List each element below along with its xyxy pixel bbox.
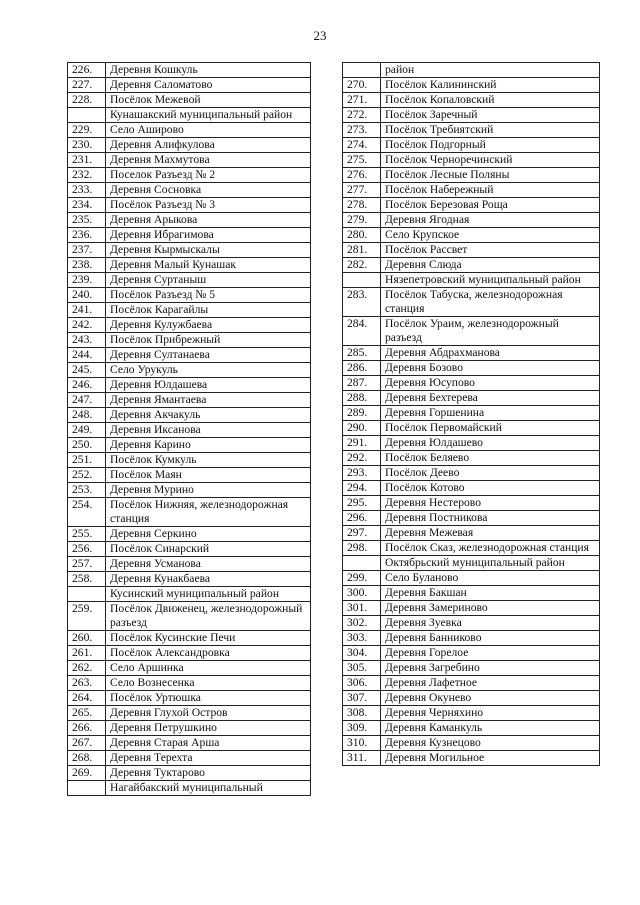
row-number: 299. xyxy=(343,571,381,586)
row-number: 282. xyxy=(343,258,381,273)
table-row xyxy=(343,228,600,243)
row-number: 272. xyxy=(343,108,381,123)
table-row xyxy=(68,228,311,243)
settlement-name: Посёлок Движенец, железнодорожный разъезд xyxy=(106,602,311,631)
row-number: 268. xyxy=(68,751,106,766)
settlement-name: Деревня Слюда xyxy=(381,258,600,273)
table-row xyxy=(68,721,311,736)
settlement-name: Посёлок Копаловский xyxy=(381,93,600,108)
settlement-name: Деревня Махмутова xyxy=(106,153,311,168)
table-row xyxy=(68,572,311,587)
settlement-name: Посёлок Требиятский xyxy=(381,123,600,138)
table-row xyxy=(68,78,311,93)
table-row xyxy=(343,243,600,258)
table-row xyxy=(68,587,311,602)
row-number: 288. xyxy=(343,391,381,406)
row-number: 279. xyxy=(343,213,381,228)
settlement-name: Деревня Серкино xyxy=(106,527,311,542)
table-row xyxy=(343,406,600,421)
table-row xyxy=(68,423,311,438)
settlement-name: Деревня Карино xyxy=(106,438,311,453)
table-row xyxy=(68,93,311,108)
table-row xyxy=(68,168,311,183)
table-body-right xyxy=(343,63,600,766)
settlement-name: Деревня Акчакуль xyxy=(106,408,311,423)
row-number: 238. xyxy=(68,258,106,273)
settlement-name: Посёлок Заречный xyxy=(381,108,600,123)
row-number: 305. xyxy=(343,661,381,676)
row-number: 271. xyxy=(343,93,381,108)
settlement-name: Деревня Мурино xyxy=(106,483,311,498)
settlement-name: Деревня Кошкуль xyxy=(106,63,311,78)
row-number: 293. xyxy=(343,466,381,481)
table-row xyxy=(343,691,600,706)
row-number: 232. xyxy=(68,168,106,183)
table-row xyxy=(343,258,600,273)
table-body-left xyxy=(68,63,311,796)
table-row xyxy=(343,601,600,616)
row-number: 273. xyxy=(343,123,381,138)
settlement-name: Деревня Межевая xyxy=(381,526,600,541)
table-row xyxy=(343,541,600,556)
table-row xyxy=(68,751,311,766)
table-row xyxy=(68,483,311,498)
table-row xyxy=(343,556,600,571)
table-row xyxy=(343,631,600,646)
table-row xyxy=(68,438,311,453)
settlement-name: Посёлок Калининский xyxy=(381,78,600,93)
settlement-name: Село Буланово xyxy=(381,571,600,586)
settlement-name: Посёлок Подгорный xyxy=(381,138,600,153)
settlement-name: Деревня Ибрагимова xyxy=(106,228,311,243)
table-row xyxy=(343,391,600,406)
settlement-name: Деревня Глухой Остров xyxy=(106,706,311,721)
settlement-name: Деревня Ягодная xyxy=(381,213,600,228)
row-number: 306. xyxy=(343,676,381,691)
table-row xyxy=(343,511,600,526)
settlement-name: Деревня Терехта xyxy=(106,751,311,766)
row-number: 259. xyxy=(68,602,106,631)
table-row xyxy=(68,408,311,423)
table-row xyxy=(68,676,311,691)
table-row xyxy=(343,288,600,317)
row-number xyxy=(343,63,381,78)
table-row xyxy=(343,317,600,346)
row-number: 311. xyxy=(343,751,381,766)
table-row xyxy=(343,168,600,183)
row-number xyxy=(68,781,106,796)
table-row xyxy=(68,393,311,408)
settlement-name: Деревня Замериново xyxy=(381,601,600,616)
row-number: 307. xyxy=(343,691,381,706)
settlement-name: Деревня Бозово xyxy=(381,361,600,376)
row-number: 230. xyxy=(68,138,106,153)
table-row xyxy=(68,213,311,228)
settlement-name: Деревня Кузнецово xyxy=(381,736,600,751)
table-row xyxy=(68,468,311,483)
settlement-name: Посёлок Лесные Поляны xyxy=(381,168,600,183)
row-number: 258. xyxy=(68,572,106,587)
row-number: 250. xyxy=(68,438,106,453)
table-row xyxy=(343,346,600,361)
row-number: 303. xyxy=(343,631,381,646)
row-number: 252. xyxy=(68,468,106,483)
row-number: 270. xyxy=(343,78,381,93)
row-number: 281. xyxy=(343,243,381,258)
row-number: 275. xyxy=(343,153,381,168)
table-row xyxy=(343,616,600,631)
row-number: 287. xyxy=(343,376,381,391)
table-row xyxy=(68,378,311,393)
table-row xyxy=(68,348,311,363)
row-number: 310. xyxy=(343,736,381,751)
settlement-name: Посёлок Табуска, железнодорожная станция xyxy=(381,288,600,317)
district-heading: Кунашакский муниципальный район xyxy=(106,108,311,123)
settlement-name: Деревня Лафетное xyxy=(381,676,600,691)
table-row xyxy=(343,153,600,168)
settlement-name: Посёлок Кусинские Печи xyxy=(106,631,311,646)
settlement-name: Деревня Старая Арша xyxy=(106,736,311,751)
settlement-name: Село Урукуль xyxy=(106,363,311,378)
row-number: 296. xyxy=(343,511,381,526)
settlements-table-right xyxy=(342,62,600,766)
row-number: 251. xyxy=(68,453,106,468)
row-number xyxy=(68,108,106,123)
table-row xyxy=(343,751,600,766)
settlement-name: Деревня Нестерово xyxy=(381,496,600,511)
settlement-name: Село Крупское xyxy=(381,228,600,243)
row-number: 283. xyxy=(343,288,381,317)
row-number: 231. xyxy=(68,153,106,168)
table-row xyxy=(343,63,600,78)
row-number: 226. xyxy=(68,63,106,78)
settlement-name: Деревня Кырмыскалы xyxy=(106,243,311,258)
row-number: 285. xyxy=(343,346,381,361)
row-number: 289. xyxy=(343,406,381,421)
row-number: 241. xyxy=(68,303,106,318)
row-number: 240. xyxy=(68,288,106,303)
row-number: 300. xyxy=(343,586,381,601)
table-row xyxy=(68,631,311,646)
row-number: 278. xyxy=(343,198,381,213)
row-number: 256. xyxy=(68,542,106,557)
table-row xyxy=(68,453,311,468)
row-number xyxy=(68,587,106,602)
row-number: 295. xyxy=(343,496,381,511)
settlements-table-left xyxy=(67,62,311,796)
settlement-name: Посёлок Нижняя, железнодорожная станция xyxy=(106,498,311,527)
table-row xyxy=(343,571,600,586)
settlement-name: Посёлок Межевой xyxy=(106,93,311,108)
table-row xyxy=(68,363,311,378)
row-number: 237. xyxy=(68,243,106,258)
table-row xyxy=(343,586,600,601)
row-number: 227. xyxy=(68,78,106,93)
settlement-name: Деревня Бехтерева xyxy=(381,391,600,406)
settlement-name: Деревня Загребино xyxy=(381,661,600,676)
table-row xyxy=(68,258,311,273)
table-row xyxy=(343,376,600,391)
table-row xyxy=(68,138,311,153)
table-row xyxy=(68,542,311,557)
settlement-name: Деревня Могильное xyxy=(381,751,600,766)
settlement-name: Посёлок Кумкуль xyxy=(106,453,311,468)
row-number: 292. xyxy=(343,451,381,466)
settlement-name: Посёлок Набережный xyxy=(381,183,600,198)
table-row xyxy=(68,706,311,721)
row-number: 239. xyxy=(68,273,106,288)
table-row xyxy=(68,273,311,288)
table-row xyxy=(343,273,600,288)
row-number: 254. xyxy=(68,498,106,527)
settlement-name: Деревня Горшенина xyxy=(381,406,600,421)
settlement-name: Деревня Юсупово xyxy=(381,376,600,391)
row-number: 249. xyxy=(68,423,106,438)
table-row xyxy=(343,646,600,661)
row-number xyxy=(343,556,381,571)
table-row xyxy=(68,781,311,796)
settlement-name: Деревня Сосновка xyxy=(106,183,311,198)
row-number: 243. xyxy=(68,333,106,348)
row-number: 286. xyxy=(343,361,381,376)
table-row xyxy=(343,436,600,451)
settlement-name: Деревня Суртаныш xyxy=(106,273,311,288)
row-number: 233. xyxy=(68,183,106,198)
table-row xyxy=(343,526,600,541)
row-number: 244. xyxy=(68,348,106,363)
settlement-name: Посёлок Разъезд № 3 xyxy=(106,198,311,213)
table-row xyxy=(343,198,600,213)
row-number: 229. xyxy=(68,123,106,138)
settlement-name: Деревня Окунево xyxy=(381,691,600,706)
table-row xyxy=(68,303,311,318)
row-number: 246. xyxy=(68,378,106,393)
table-row xyxy=(68,198,311,213)
settlement-name: Деревня Малый Кунашак xyxy=(106,258,311,273)
table-row xyxy=(343,361,600,376)
table-row xyxy=(343,421,600,436)
row-number: 236. xyxy=(68,228,106,243)
table-row xyxy=(68,123,311,138)
settlement-name: Посёлок Александровка xyxy=(106,646,311,661)
settlement-name: Деревня Черняхино xyxy=(381,706,600,721)
district-heading: Нязепетровский муниципальный район xyxy=(381,273,600,288)
table-row xyxy=(343,466,600,481)
row-number: 260. xyxy=(68,631,106,646)
row-number: 242. xyxy=(68,318,106,333)
table-row xyxy=(68,153,311,168)
table-row xyxy=(68,183,311,198)
table-row xyxy=(68,63,311,78)
settlement-name: Деревня Усманова xyxy=(106,557,311,572)
row-number: 228. xyxy=(68,93,106,108)
settlement-name: Деревня Постникова xyxy=(381,511,600,526)
table-row xyxy=(343,661,600,676)
row-number: 297. xyxy=(343,526,381,541)
row-number: 257. xyxy=(68,557,106,572)
row-number: 284. xyxy=(343,317,381,346)
settlement-name: Деревня Юлдашево xyxy=(381,436,600,451)
settlement-name: Деревня Юлдашева xyxy=(106,378,311,393)
settlement-name: Посёлок Карагайлы xyxy=(106,303,311,318)
table-row xyxy=(343,213,600,228)
row-number: 277. xyxy=(343,183,381,198)
row-number: 248. xyxy=(68,408,106,423)
row-number xyxy=(343,273,381,288)
settlement-name: Деревня Ямантаева xyxy=(106,393,311,408)
settlement-name: Посёлок Прибрежный xyxy=(106,333,311,348)
table-row xyxy=(68,691,311,706)
row-number: 266. xyxy=(68,721,106,736)
row-number: 309. xyxy=(343,721,381,736)
settlement-name: Село Аширово xyxy=(106,123,311,138)
settlement-name: Деревня Петрушкино xyxy=(106,721,311,736)
table-row xyxy=(343,451,600,466)
table-row xyxy=(68,318,311,333)
settlement-name: Деревня Иксанова xyxy=(106,423,311,438)
settlement-name: Деревня Каманкуль xyxy=(381,721,600,736)
district-heading: Нагайбакский муниципальный xyxy=(106,781,311,796)
settlement-name: Деревня Кулужбаева xyxy=(106,318,311,333)
row-number: 267. xyxy=(68,736,106,751)
table-row xyxy=(343,123,600,138)
settlement-name: Деревня Арыкова xyxy=(106,213,311,228)
table-row xyxy=(343,736,600,751)
settlement-name: Посёлок Деево xyxy=(381,466,600,481)
row-number: 253. xyxy=(68,483,106,498)
row-number: 274. xyxy=(343,138,381,153)
row-number: 302. xyxy=(343,616,381,631)
settlement-name: Посёлок Рассвет xyxy=(381,243,600,258)
table-row xyxy=(68,527,311,542)
table-row xyxy=(343,706,600,721)
table-row xyxy=(343,93,600,108)
table-row xyxy=(343,481,600,496)
row-number: 291. xyxy=(343,436,381,451)
table-row xyxy=(68,108,311,123)
row-number: 265. xyxy=(68,706,106,721)
row-number: 263. xyxy=(68,676,106,691)
settlement-name: Поселок Разъезд № 2 xyxy=(106,168,311,183)
row-number: 264. xyxy=(68,691,106,706)
row-number: 262. xyxy=(68,661,106,676)
settlement-name: Деревня Туктарово xyxy=(106,766,311,781)
settlement-name: Посёлок Беляево xyxy=(381,451,600,466)
settlement-name: Деревня Кунакбаева xyxy=(106,572,311,587)
table-row xyxy=(68,736,311,751)
table-row xyxy=(68,602,311,631)
settlement-name: Посёлок Разъезд № 5 xyxy=(106,288,311,303)
row-number: 247. xyxy=(68,393,106,408)
table-row xyxy=(343,138,600,153)
settlement-name: Посёлок Сказ, железнодорожная станция xyxy=(381,541,600,556)
table-row xyxy=(68,661,311,676)
page-number: 23 xyxy=(313,28,327,43)
settlement-name: Посёлок Первомайский xyxy=(381,421,600,436)
district-heading: Кусинский муниципальный район xyxy=(106,587,311,602)
table-row xyxy=(68,766,311,781)
table-row xyxy=(68,288,311,303)
row-number: 269. xyxy=(68,766,106,781)
settlement-name: Посёлок Уртюшка xyxy=(106,691,311,706)
table-row xyxy=(343,108,600,123)
table-row xyxy=(343,676,600,691)
settlement-name: Деревня Саломатово xyxy=(106,78,311,93)
table-row xyxy=(68,646,311,661)
row-number: 245. xyxy=(68,363,106,378)
settlement-name: Посёлок Березовая Роща xyxy=(381,198,600,213)
settlement-name: Посёлок Ураим, железнодорожный разъезд xyxy=(381,317,600,346)
row-number: 294. xyxy=(343,481,381,496)
settlement-name: Посёлок Маян xyxy=(106,468,311,483)
settlement-name: Деревня Алифкулова xyxy=(106,138,311,153)
row-number: 255. xyxy=(68,527,106,542)
row-number: 235. xyxy=(68,213,106,228)
table-row xyxy=(68,557,311,572)
table-row xyxy=(343,183,600,198)
district-heading: район xyxy=(381,63,600,78)
settlement-name: Посёлок Синарский xyxy=(106,542,311,557)
row-number: 234. xyxy=(68,198,106,213)
settlement-name: Посёлок Черноречинский xyxy=(381,153,600,168)
settlement-name: Село Вознесенка xyxy=(106,676,311,691)
row-number: 298. xyxy=(343,541,381,556)
table-row xyxy=(343,496,600,511)
table-row xyxy=(68,333,311,348)
row-number: 280. xyxy=(343,228,381,243)
row-number: 301. xyxy=(343,601,381,616)
row-number: 261. xyxy=(68,646,106,661)
settlement-name: Деревня Зуевка xyxy=(381,616,600,631)
row-number: 304. xyxy=(343,646,381,661)
settlement-name: Деревня Абдрахманова xyxy=(381,346,600,361)
settlement-name: Деревня Банниково xyxy=(381,631,600,646)
table-row xyxy=(68,498,311,527)
settlement-name: Посёлок Котово xyxy=(381,481,600,496)
settlement-name: Деревня Бакшан xyxy=(381,586,600,601)
table-row xyxy=(343,78,600,93)
settlement-name: Деревня Горелое xyxy=(381,646,600,661)
settlement-name: Деревня Султанаева xyxy=(106,348,311,363)
row-number: 276. xyxy=(343,168,381,183)
row-number: 290. xyxy=(343,421,381,436)
row-number: 308. xyxy=(343,706,381,721)
settlement-name: Село Аршинка xyxy=(106,661,311,676)
district-heading: Октябрьский муниципальный район xyxy=(381,556,600,571)
table-row xyxy=(343,721,600,736)
table-row xyxy=(68,243,311,258)
